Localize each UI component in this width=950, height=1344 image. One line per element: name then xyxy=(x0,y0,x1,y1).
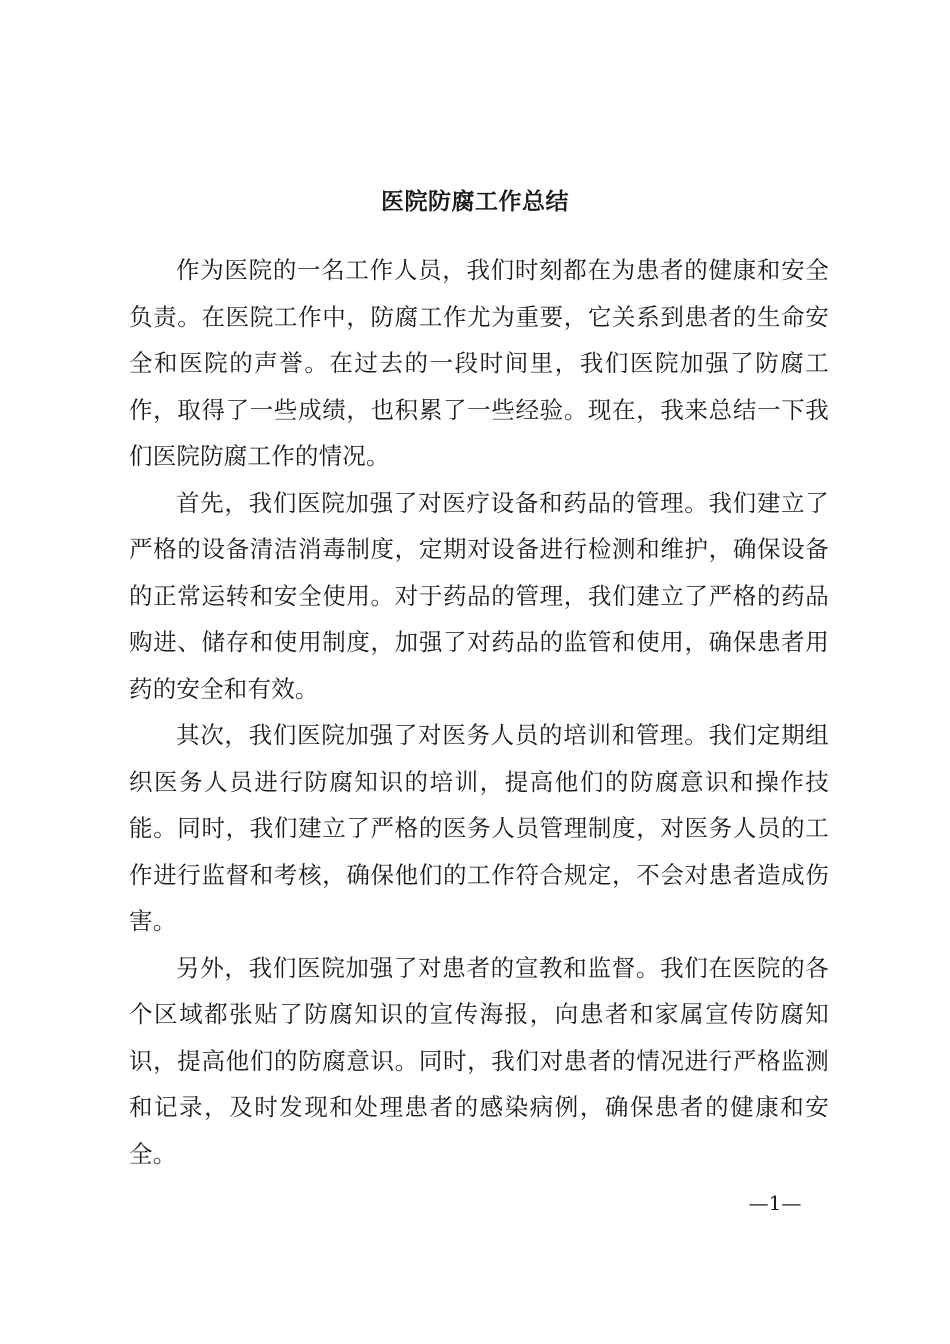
paragraph-equipment-drugs: 首先，我们医院加强了对医疗设备和药品的管理。我们建立了严格的设备清洁消毒制度，定期对设备进行检测和维护，确保设备的正常运转和安全使用。对于药品的管理，我们建立了严格的药品购进、储存和使用制度，加强了对药品的监管和使用，确保患者用药的安全和有效。 xyxy=(129,488,829,703)
paragraph-intro: 作为医院的一名工作人员，我们时刻都在为患者的健康和安全负责。在医院工作中，防腐工作尤为重要，它关系到患者的生命安全和医院的声誉。在过去的一段时间里，我们医院加强了防腐工作，取得了一些成绩，也积累了一些经验。现在，我来总结一下我们医院防腐工作的情况。 xyxy=(129,256,829,470)
paragraph-staff-training: 其次，我们医院加强了对医务人员的培训和管理。我们定期组织医务人员进行防腐知识的培训，提高他们的防腐意识和操作技能。同时，我们建立了严格的医务人员管理制度，对医务人员的工作进行监督和考核，确保他们的工作符合规定，不会对患者造成伤害。 xyxy=(129,721,829,935)
document-body xyxy=(129,247,829,1177)
page-number: —1— xyxy=(748,1191,802,1215)
document-title: 医院防腐工作总结 xyxy=(381,188,569,215)
paragraph-patient-education: 另外，我们医院加强了对患者的宣教和监督。我们在医院的各个区域都张贴了防腐知识的宣传海报，向患者和家属宣传防腐知识，提高他们的防腐意识。同时，我们对患者的情况进行严格监测和记录，及时发现和处理患者的感染病例，确保患者的健康和安全。 xyxy=(129,953,829,1168)
